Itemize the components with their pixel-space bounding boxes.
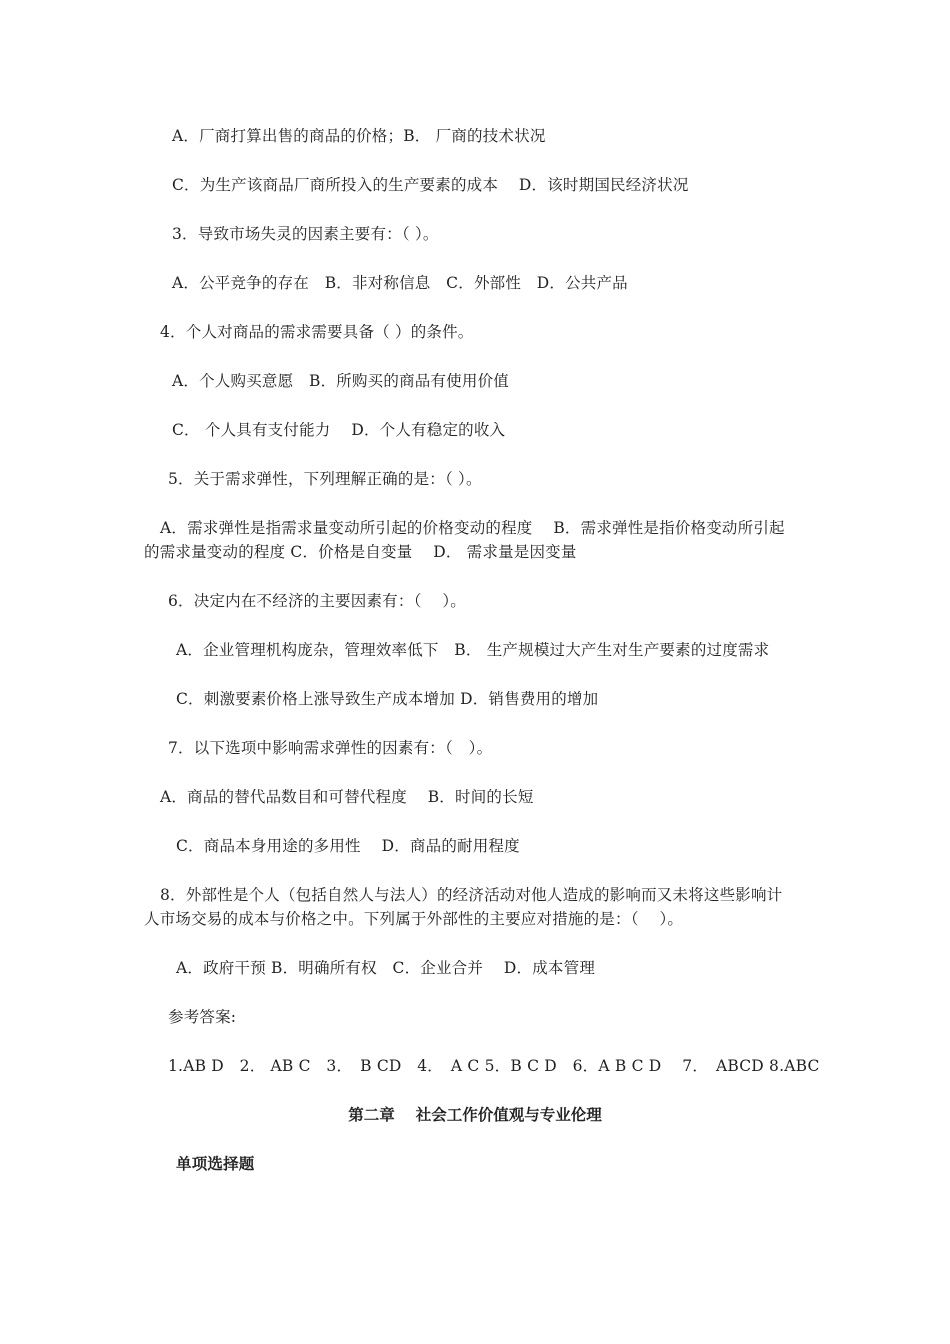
q3-options: A．公平竞争的存在 B．非对称信息 C．外部性 D．公共产品 [172, 274, 628, 292]
q5-options-line1: A．需求弹性是指需求量变动所引起的价格变动的程度 B．需求弹性是指价格变动所引起 [160, 519, 785, 537]
chapter-title: 第二章 社会工作价值观与专业伦理 [348, 1106, 602, 1124]
q5-options-line2: 的需求量变动的程度 C．价格是自变量 D． 需求量是因变量 [144, 543, 577, 561]
q7-option-cd: C．商品本身用途的多用性 D．商品的耐用程度 [176, 837, 520, 855]
q8-stem-line1: 8．外部性是个人（包括自然人与法人）的经济活动对他人造成的影响而又未将这些影响计 [160, 886, 783, 904]
q5-stem: 5．关于需求弹性，下列理解正确的是：（ ）。 [168, 470, 482, 488]
q7-option-ab: A．商品的替代品数目和可替代程度 B．时间的长短 [160, 788, 534, 806]
q2-option-ab: A．厂商打算出售的商品的价格；B． 厂商的技术状况 [172, 127, 546, 145]
q6-stem: 6．决定内在不经济的主要因素有：（ ）。 [168, 592, 466, 610]
answers-text: 1.AB D 2． AB C 3． B CD 4． A C 5．B C D 6．A B C D 7． ABCD 8.ABC [168, 1057, 820, 1075]
q6-option-cd: C．刺激要素价格上涨导致生产成本增加 D．销售费用的增加 [176, 690, 599, 708]
q2-option-cd: C．为生产该商品厂商所投入的生产要素的成本 D．该时期国民经济状况 [172, 176, 689, 194]
q4-stem: 4．个人对商品的需求需要具备（ ）的条件。 [160, 323, 474, 341]
q5-options [144, 516, 785, 564]
q6-option-ab: A．企业管理机构庞杂，管理效率低下 B． 生产规模过大产生对生产要素的过度需求 [176, 641, 770, 659]
q4-option-cd: C． 个人具有支付能力 D．个人有稳定的收入 [172, 421, 506, 439]
q4-option-ab: A．个人购买意愿 B．所购买的商品有使用价值 [172, 372, 509, 390]
section-heading: 单项选择题 [176, 1155, 255, 1173]
q8-stem [144, 883, 782, 931]
q3-stem: 3．导致市场失灵的因素主要有：（ ）。 [172, 225, 439, 243]
answers-label: 参考答案: [168, 1008, 237, 1026]
q7-stem: 7．以下选项中影响需求弹性的因素有：（ ）。 [168, 739, 493, 757]
q8-stem-line2: 人市场交易的成本与价格之中。下列属于外部性的主要应对措施的是：（ ）。 [144, 910, 684, 928]
q8-options: A．政府干预 B．明确所有权 C．企业合并 D．成本管理 [176, 959, 596, 977]
